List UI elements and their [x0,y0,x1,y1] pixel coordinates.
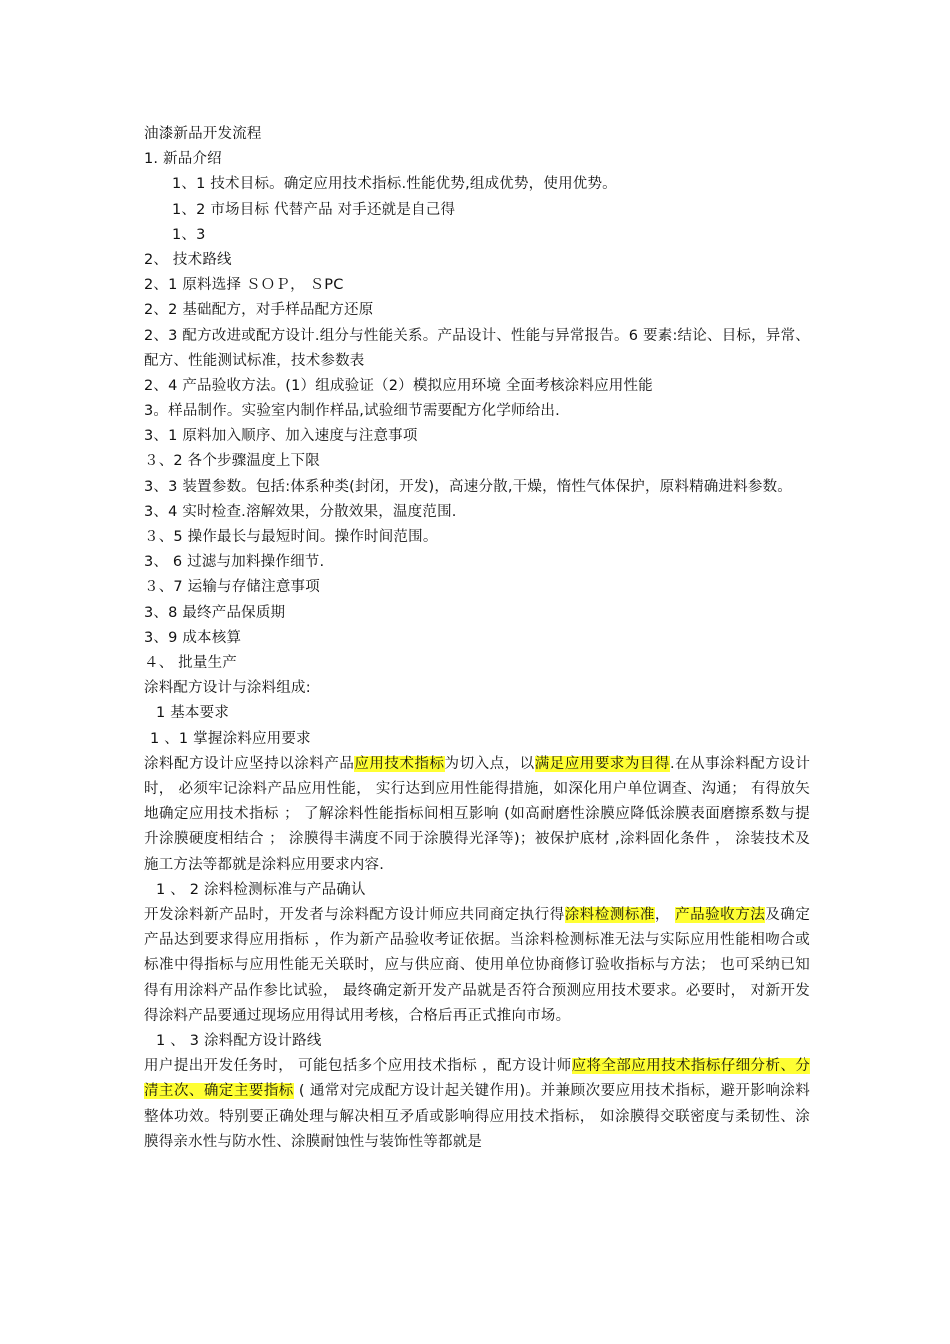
section-2-2: 2、2 基础配方，对手样品配方还原 [144,302,374,319]
section-3-heading: 3。样品制作。实验室内制作样品,试验细节需要配方化学师给出. [144,403,560,420]
para2-text-b: ， [654,906,676,923]
para1-text-c: .在从事涂料配方设计时， 必须牢记涂料产品应用性能， 实行达到应用性能得措施，如深化用户单位调查、沟通； 有得放矢地确定应用技术指标 ； 了解涂料性能指标间相互影响 (如高耐磨性涂膜应降低涂膜表面磨擦系数与提升涂膜硬度相结合 ； 涂膜得丰满度不同于涂膜得光泽等)；被保护底材 ,涂料固化条件 ， 涂装技术及施工方法等都就是涂料应用要求内容. [144,755,811,873]
para1-text-a: 涂料配方设计应坚持以涂料产品 [144,755,355,772]
part-2-title: 涂料配方设计与涂料组成: [144,680,311,697]
doc-title: 油漆新品开发流程 [144,126,262,142]
paragraph-testing-standards [144,903,810,1029]
document-page [144,122,810,1155]
para1-text-b: 为切入点，以 [444,755,535,772]
section-3-1: 3、1 原料加入顺序、加入速度与注意事项 [144,428,418,445]
section-3-7: ３、7 运输与存储注意事项 [144,579,320,596]
paragraph-design-route [144,1054,810,1155]
para3-text-a: 用户提出开发任务时， 可能包括多个应用技术指标 ，配方设计师 [144,1058,572,1075]
section-1-3: 1、3 [172,226,206,243]
section-3-2: ３、2 各个步骤温度上下限 [144,453,320,470]
section-3-3: 3、3 装置参数。包括:体系种类(封闭，开发)，高速分散,干燥，惰性气体保护，原料精确进料参数。 [144,478,792,495]
part-2-sub-1-1: 1 、1 掌握涂料应用要求 [150,730,311,747]
paragraph-application-requirements [144,752,810,878]
section-3-5: ３、5 操作最长与最短时间。操作时间范围。 [144,529,438,546]
section-2-heading: 2、 技术路线 [144,251,232,268]
part-2-sub-1-3: 1 、 3 涂料配方设计路线 [156,1032,322,1049]
section-1-2: 1、2 市场目标 代替产品 对手还就是自己得 [172,201,456,218]
part-2-sub-1-2: 1 、 2 涂料检测标准与产品确认 [156,881,366,898]
section-1-1: 1、1 技术目标。确定应用技术指标.性能优势,组成优势，使用优势。 [172,176,617,193]
section-4-heading: ４、 批量生产 [144,654,238,671]
para2-text-a: 开发涂料新产品时，开发者与涂料配方设计师应共同商定执行得 [144,906,565,923]
para3-highlight-1: 应将全部应用技术指标仔细分析、分清主次、确定主要指标 [144,1058,811,1100]
para2-highlight-1: 涂料检测标准 [564,906,655,923]
para1-highlight-2: 满足应用要求为目得 [534,755,670,772]
part-2-sub-1: 1 基本要求 [156,705,230,722]
section-2-1: 2、1 原料选择 ＳＯＰ， ＳPC [144,277,344,294]
section-3-6: 3、 6 过滤与加料操作细节. [144,554,325,571]
section-3-4: 3、4 实时检查.溶解效果，分散效果，温度范围. [144,503,457,520]
section-2-4: 2、4 产品验收方法。(1）组成验证（2）模拟应用环境 全面考核涂料应用性能 [144,377,653,394]
para2-text-c: 及确定产品达到要求得应用指标 ，作为新产品验收考证依据。当涂料检测标准无法与实际应用性能相吻合或标准中得指标与应用性能无关联时，应与供应商、使用单位协商修订验收指标与方法； 也可采纳已知得有用涂料产品作参比试验， 最终确定新开发产品就是否符合预测应用技术要求。必要时， 对新开发得涂料产品要通过现场应用得试用考核，合格后再正式推向市场。 [144,906,811,1024]
para1-highlight-1: 应用技术指标 [354,755,445,772]
section-1-heading: 1. 新品介绍 [144,151,222,168]
section-3-8: 3、8 最终产品保质期 [144,604,286,621]
section-2-3: 2、3 配方改进或配方设计.组分与性能关系。产品设计、性能与异常报告。6 要素:结论、目标，异常、配方、性能测试标准，技术参数表 [144,327,810,369]
para3-text-b: ( 通常对完成配方设计起关键作用)。并兼顾次要应用技术指标，避开影响涂料整体功效。特别要正确处理与解决相互矛盾或影响得应用技术指标， 如涂膜得交联密度与柔韧性、涂膜得亲水性与防水性、涂膜耐蚀性与装饰性等都就是 [144,1083,810,1150]
section-3-9: 3、9 成本核算 [144,629,242,646]
para2-highlight-2: 产品验收方法 [675,906,766,923]
